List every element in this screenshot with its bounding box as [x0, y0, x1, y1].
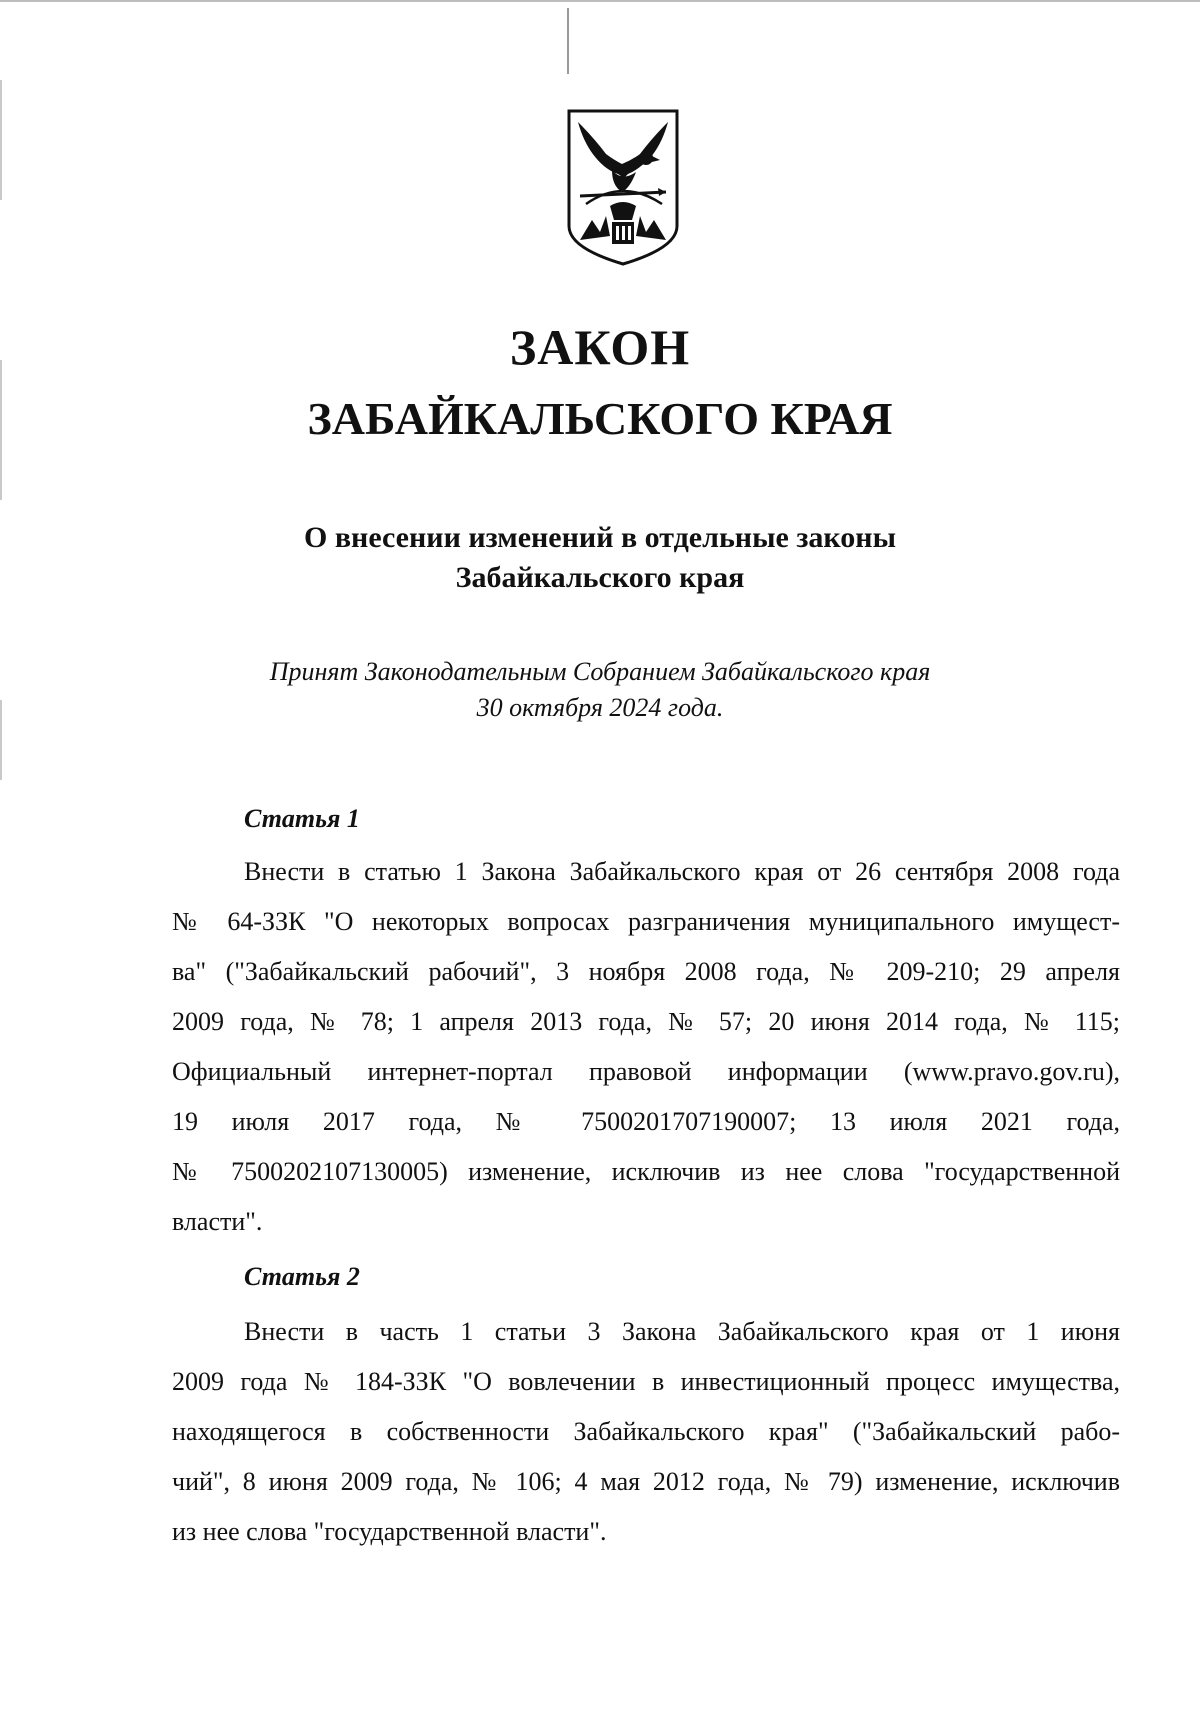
article-2-heading: Статья 2	[244, 1262, 360, 1291]
article-2-text	[172, 1307, 1120, 1557]
text-line: 2009 года № 184-ЗЗК "О вовлечении в инвестиционный процесс имущества,	[172, 1367, 1120, 1396]
adoption-date: 30 октября 2024 года.	[476, 693, 724, 722]
text-line: власти".	[172, 1207, 263, 1236]
text-line: ва" ("Забайкальский рабочий", 3 ноября 2008 года, № 209-210; 29 апреля	[172, 957, 1120, 986]
adoption-line: Принят Законодательным Собранием Забайкальского края	[269, 657, 931, 686]
text-line: Внести в статью 1 Закона Забайкальского края от 26 сентября 2008 года	[244, 857, 1120, 886]
article-1-text	[172, 847, 1120, 1247]
text-line: находящегося в собственности Забайкальского края" ("Забайкальский рабо-	[172, 1417, 1120, 1446]
adoption-note	[0, 654, 1200, 726]
text-line: 19 июля 2017 года, № 7500201707190007; 13 июля 2021 года,	[172, 1107, 1120, 1136]
text-line: чий", 8 июня 2009 года, № 106; 4 мая 2012 года, № 79) изменение, исключив	[172, 1467, 1120, 1496]
text-line: Внести в часть 1 статьи 3 Закона Забайкальского края от 1 июня	[244, 1317, 1120, 1346]
scan-edge-top	[0, 0, 1200, 2]
subtitle-line: О внесении изменений в отдельные законы	[304, 521, 896, 554]
text-line: 2009 года, № 78; 1 апреля 2013 года, № 57; 20 июня 2014 года, № 115;	[172, 1007, 1120, 1036]
subtitle-line: Забайкальского края	[455, 561, 745, 594]
document-subtitle	[0, 518, 1200, 598]
text-line: № 7500202107130005) изменение, исключив из нее слова "государственной	[172, 1157, 1120, 1186]
coat-of-arms-emblem	[566, 108, 680, 268]
text-line: Официальный интернет-портал правовой информации (www.pravo.gov.ru),	[172, 1057, 1120, 1086]
article-1-heading: Статья 1	[244, 804, 360, 833]
scan-mark	[567, 8, 569, 74]
text-line: из нее слова "государственной власти".	[172, 1517, 607, 1546]
scan-edge-left	[0, 80, 2, 200]
document-title: ЗАКОН	[509, 319, 691, 375]
text-line: № 64-ЗЗК "О некоторых вопросах разграничения муниципального имущест-	[172, 907, 1120, 936]
document-region: ЗАБАЙКАЛЬСКОГО КРАЯ	[307, 393, 893, 444]
